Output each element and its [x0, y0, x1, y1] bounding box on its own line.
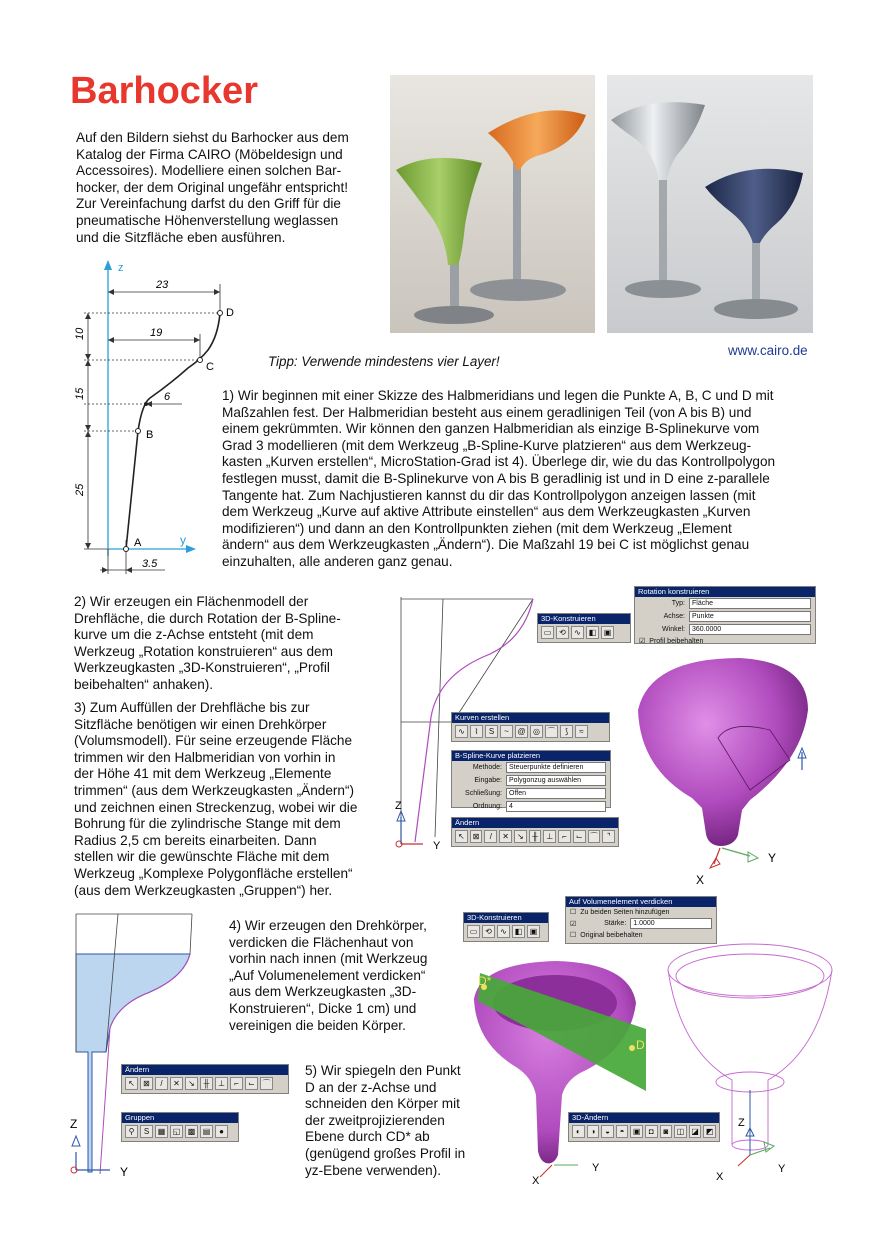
- thicken-icon[interactable]: ▣: [601, 626, 614, 639]
- extend-icon[interactable]: ↘: [514, 830, 527, 843]
- step2-text: [74, 594, 374, 694]
- boolean-diff-icon[interactable]: ◑: [587, 1125, 600, 1138]
- achse-label: Achse:: [663, 613, 685, 620]
- schliessung-select[interactable]: Offen: [506, 788, 606, 799]
- trim-icon[interactable]: ✕: [499, 830, 512, 843]
- sketch-y-label: y: [180, 533, 186, 547]
- step3-line: 3) Zum Auffüllen der Drehfläche bis zur: [74, 700, 310, 715]
- dim-3-5: 3.5: [142, 558, 158, 570]
- step4-text: [229, 918, 459, 1034]
- toolbar-title: Kurven erstellen: [452, 713, 609, 723]
- chamfer-icon[interactable]: ⌙: [245, 1077, 258, 1090]
- achse-select[interactable]: Punkte: [689, 611, 811, 622]
- axis-y-label: Y: [778, 1163, 786, 1175]
- shell-icon[interactable]: ◫: [674, 1125, 687, 1138]
- step5-line: yz-Ebene verwenden).: [305, 1162, 442, 1178]
- step2-line: beibehalten“ anhaken).: [74, 676, 214, 692]
- step2-line: Werkzeug „Rotation konstruieren“ aus dem: [74, 643, 333, 659]
- axis-y-label: Y: [120, 1165, 129, 1179]
- beide-seiten-label: Zu beiden Seiten hinzufügen: [580, 908, 670, 916]
- hatch-icon[interactable]: ▩: [185, 1125, 198, 1138]
- axis-x-label: X: [532, 1175, 540, 1185]
- intro-line: Accessoires). Modelliere einen solchen Bar-: [76, 163, 342, 179]
- step4-line: vorhin nach innen (mit Werkzeug: [229, 951, 428, 967]
- step1-line: einzuhalten, alle anderen ganz genau.: [222, 553, 453, 569]
- axis-y-label: Y: [768, 851, 777, 865]
- step1-line: Grad 3 modellieren (mit dem Werkzeug „B-Spline-Kurve platzieren“ aus dem Werkzeug-: [222, 437, 752, 453]
- cut-icon[interactable]: ◓: [616, 1125, 629, 1138]
- step1-line: ändern“ aus dem Werkzeugkasten „Ändern“). Die Maßzahl 19 bei C ist möglichst genau: [222, 537, 750, 553]
- step2-line: 2) Wir erzeugen ein Flächenmodell der: [74, 594, 309, 609]
- group-icon[interactable]: ⚲: [125, 1125, 138, 1138]
- step1-text: [222, 388, 822, 571]
- step4-line: 4) Wir erzeugen den Drehkörper,: [229, 918, 427, 933]
- intro-line: und die Sitzfläche eben ausführen.: [76, 229, 286, 245]
- step3-line: der Höhe 41 mit dem Werkzeug „Elemente: [74, 766, 332, 782]
- fillet-icon[interactable]: ⌐: [230, 1077, 243, 1090]
- intro-line: hocker, der dem Original ungefähr entspricht!: [76, 179, 349, 195]
- align-icon[interactable]: ◩: [703, 1125, 716, 1138]
- dim-15: 15: [74, 387, 86, 400]
- chamfer-edge-icon[interactable]: ◙: [660, 1125, 673, 1138]
- toolbar-3d-konstruieren-2[interactable]: [463, 912, 549, 942]
- solid-icon[interactable]: ◧: [512, 925, 525, 938]
- step3-line: und zeichnen einen Streckenzug, wobei wir die: [74, 799, 358, 815]
- step3-line: (Volumsmodell). Für seine erzeugende Fläche: [74, 733, 353, 749]
- toolbar-aendern-2[interactable]: [121, 1064, 289, 1094]
- step5-line: D an der z-Achse und: [305, 1079, 437, 1095]
- step1-line: einem gekrümmten. Wir können den ganzen Halbmeridian als einzige B-Splinekurve vom: [222, 421, 760, 437]
- split-icon[interactable]: ⊥: [543, 830, 556, 843]
- profil-checkbox[interactable]: ☑: [639, 638, 646, 645]
- corner-icon[interactable]: ⌝: [602, 830, 615, 843]
- step3-line: stellen wir die gewünschte Fläche mit dem: [74, 849, 330, 865]
- axis-z-label: Z: [738, 1117, 745, 1129]
- wireframe-model: [660, 940, 840, 1180]
- step5-line: (genügend großes Profil in: [305, 1145, 466, 1161]
- arc-icon[interactable]: ⌒: [260, 1077, 273, 1090]
- line-icon[interactable]: /: [484, 830, 497, 843]
- chain-icon[interactable]: S: [140, 1125, 153, 1138]
- point-d-label: D: [636, 1038, 645, 1052]
- chamfer-icon[interactable]: ⌙: [573, 830, 586, 843]
- point-C: C: [206, 361, 214, 373]
- step5-line: Ebene durch CD* ab: [305, 1129, 430, 1145]
- step1-line: dem Werkzeug „Kurve auf aktive Attribute einstellen“ aus dem Werkzeugkasten „Kurven: [222, 504, 751, 520]
- step3-text: [74, 700, 384, 899]
- page-title: Barhocker: [70, 70, 258, 112]
- toolbar-kurven-erstellen[interactable]: [451, 712, 610, 742]
- staerke-input[interactable]: 1.0000: [630, 918, 712, 929]
- methode-select[interactable]: Steuerpunkte definieren: [506, 762, 606, 773]
- photo-stools-green-orange: [390, 75, 595, 333]
- modify-icon[interactable]: ↖: [125, 1077, 138, 1090]
- methode-label: Methode:: [472, 764, 502, 771]
- extend-icon[interactable]: ↘: [185, 1077, 198, 1090]
- toolbar-title: Ändern: [122, 1065, 288, 1075]
- original-label: Original beibehalten: [580, 931, 643, 939]
- step3-line: Bohrung für die zylindrische Stange mit dem: [74, 816, 341, 832]
- intro-line: Zur Vereinfachung darfst du den Griff für die: [76, 196, 341, 212]
- winkel-input[interactable]: 360.0000: [689, 624, 811, 635]
- tip-text: Tipp: Verwende mindestens vier Layer!: [268, 354, 500, 369]
- eingabe-select[interactable]: Polygonzug auswählen: [506, 775, 606, 786]
- step5-text: [305, 1063, 495, 1179]
- funnel-solid-with-plane: [470, 955, 670, 1185]
- thicken-icon[interactable]: ▣: [527, 925, 540, 938]
- region-icon[interactable]: ◱: [170, 1125, 183, 1138]
- photo-silver-navy-image: [607, 75, 813, 333]
- dialog-rotation[interactable]: [634, 586, 816, 644]
- dialog-verdicken[interactable]: [565, 896, 717, 944]
- boolean-inter-icon[interactable]: ◒: [601, 1125, 614, 1138]
- axis-x-label: X: [696, 873, 705, 887]
- rotate-icon[interactable]: ⟲: [556, 626, 569, 639]
- toolbar-aendern[interactable]: [451, 817, 619, 847]
- dim-25: 25: [74, 483, 86, 496]
- eingabe-label: Eingabe:: [474, 777, 502, 784]
- step5-line: 5) Wir spiegeln den Punkt: [305, 1063, 461, 1078]
- line-icon[interactable]: /: [155, 1077, 168, 1090]
- dialog-title: B-Spline-Kurve platzieren: [452, 751, 610, 761]
- dialog-title: Rotation konstruieren: [635, 587, 815, 597]
- typ-label: Typ:: [671, 600, 685, 607]
- step3-line: trimmen“ (aus dem Werkzeugkasten „Ändern“): [74, 782, 355, 798]
- intro-line: Katalog der Firma CAIRO (Möbeldesign und: [76, 146, 343, 162]
- trim-multi-icon[interactable]: ╫: [529, 830, 542, 843]
- step4-line: vereinigen die beiden Körper.: [229, 1017, 406, 1033]
- cell-icon[interactable]: ●: [215, 1125, 228, 1138]
- scurve-icon[interactable]: S: [485, 725, 498, 738]
- toolbar-title: 3D-Konstruieren: [464, 913, 548, 923]
- delete-vertex-icon[interactable]: ⊠: [470, 830, 483, 843]
- funnel-solid-svg: [470, 955, 670, 1185]
- split-icon[interactable]: ⊥: [215, 1077, 228, 1090]
- axis-y-label: Y: [592, 1162, 600, 1174]
- toolbar-title: Gruppen: [122, 1113, 238, 1123]
- dialog-title: Auf Volumenelement verdicken: [566, 897, 716, 907]
- dialog-bspline[interactable]: [451, 750, 611, 808]
- step1-line: Tangente hat. Zum Nachjustieren kannst du dir das Kontrollpolygon anzeigen lassen (mit: [222, 487, 756, 503]
- fillet-icon[interactable]: ⌐: [558, 830, 571, 843]
- toolbar-title: 3D-Ändern: [569, 1113, 719, 1123]
- photo-green-orange-image: [390, 75, 595, 333]
- toolbar-title: Ändern: [452, 818, 618, 828]
- dim-19: 19: [150, 327, 163, 339]
- funnel-surface-svg: [630, 650, 830, 890]
- step1-line: kasten „Kurven erstellen“, MicroStation-Grad ist 4). Überlege dir, wie du das Kontrollpolygon: [222, 454, 776, 470]
- toolbar-3d-aendern[interactable]: [568, 1112, 720, 1142]
- wave-icon[interactable]: ~: [500, 725, 513, 738]
- sketch-z-label: z: [118, 262, 124, 274]
- staerke-label: Stärke:: [604, 920, 627, 927]
- step3-line: (aus dem Werkzeugkasten „Gruppen“) her.: [74, 882, 333, 898]
- solid-cut-icon[interactable]: ▣: [630, 1125, 643, 1138]
- spiral-icon[interactable]: ◎: [530, 725, 543, 738]
- curve-icon[interactable]: ⌇: [470, 725, 483, 738]
- point-B: B: [146, 429, 154, 441]
- cairo-link[interactable]: www.cairo.de: [728, 343, 808, 358]
- modify-icon[interactable]: ↖: [455, 830, 468, 843]
- pattern-icon[interactable]: ▤: [200, 1125, 213, 1138]
- intro-text: [76, 130, 376, 246]
- step1-line: modifizieren“) und dann an den Kontrollpunkten ziehen (mit dem Werkzeug „Element: [222, 520, 732, 536]
- solid-icon[interactable]: ◧: [586, 626, 599, 639]
- step3-line: Radius 2,5 cm bereits einarbeiten. Dann: [74, 832, 317, 848]
- ordnung-input[interactable]: 4: [506, 801, 606, 812]
- blend-icon[interactable]: ⟆: [560, 725, 573, 738]
- step4-line: aus dem Werkzeugkasten „3D-: [229, 984, 417, 1000]
- interp-icon[interactable]: ≈: [575, 725, 588, 738]
- helix-icon[interactable]: @: [515, 725, 528, 738]
- dim-23: 23: [156, 279, 169, 291]
- beide-seiten-checkbox[interactable]: ☐: [570, 909, 577, 916]
- wireframe-svg: [660, 940, 840, 1180]
- step5-line: der zweitprojizierenden: [305, 1112, 445, 1128]
- step4-line: verdicken die Flächenhaut von: [229, 934, 414, 950]
- step3-line: trimmen wir den Halbmeridian von vorhin in: [74, 749, 336, 765]
- step3-line: Sitzfläche benötigen wir einen Drehkörper: [74, 716, 327, 732]
- sweep-icon[interactable]: ∿: [571, 626, 584, 639]
- step1-line: Maßzahlen fest. Der Halbmeridian besteht aus einem geradlinigen Teil (von A bis B) und: [222, 404, 752, 420]
- axis-z-label: Z: [395, 800, 402, 812]
- step2-line: Drehfläche, die durch Rotation der B-Spline-: [74, 610, 341, 626]
- step1-line: 1) Wir beginnen mit einer Skizze des Halbmeridians und legen die Punkte A, B, C und D mit: [222, 388, 774, 403]
- dim-6: 6: [164, 391, 171, 403]
- sweep-icon[interactable]: ∿: [497, 925, 510, 938]
- step1-line: festlegen musst, damit die B-Splinekurve von A bis B geradlinig ist und in D eine z-parallele: [222, 470, 770, 486]
- delete-vertex-icon[interactable]: ⊠: [140, 1077, 153, 1090]
- step2-line: kurve um die z-Achse entsteht (mit dem: [74, 627, 314, 643]
- winkel-label: Winkel:: [662, 626, 685, 633]
- dim-10: 10: [74, 327, 86, 340]
- step4-line: Konstruieren“, Dicke 1 cm) und: [229, 1000, 417, 1016]
- arc-icon[interactable]: ⌒: [588, 830, 601, 843]
- point-A: A: [134, 537, 142, 549]
- original-checkbox[interactable]: ☐: [570, 932, 577, 939]
- toolbar-gruppen[interactable]: [121, 1112, 239, 1142]
- axis-y-label: Y: [433, 840, 441, 852]
- trim-multi-icon[interactable]: ╫: [200, 1077, 213, 1090]
- toolbar-title: 3D-Konstruieren: [538, 614, 630, 624]
- step3-line: Werkzeug „Komplexe Polygonfläche erstellen“: [74, 865, 353, 881]
- schliessung-label: Schließung:: [465, 790, 502, 797]
- conic-icon[interactable]: ⌒: [545, 725, 558, 738]
- typ-select[interactable]: Fläche: [689, 598, 811, 609]
- step4-line: „Auf Volumenelement verdicken“: [229, 967, 426, 983]
- point-D: D: [226, 307, 234, 319]
- funnel-surface-model: [630, 650, 830, 890]
- fillet-edge-icon[interactable]: ◘: [645, 1125, 658, 1138]
- intro-line: pneumatische Höhenverstellung weglassen: [76, 212, 339, 228]
- axis-x-label: X: [716, 1171, 724, 1180]
- step5-line: schneiden den Körper mit: [305, 1096, 460, 1112]
- staerke-checkbox[interactable]: ☑: [570, 920, 577, 928]
- extrude-icon[interactable]: ▭: [541, 626, 554, 639]
- extrude-icon[interactable]: ▭: [467, 925, 480, 938]
- complex-shape-icon[interactable]: ▦: [155, 1125, 168, 1138]
- ordnung-label: Ordnung:: [472, 803, 502, 810]
- spline-icon[interactable]: ∿: [455, 725, 468, 738]
- toolbar-3d-konstruieren[interactable]: [537, 613, 631, 643]
- slice-icon[interactable]: ◪: [689, 1125, 702, 1138]
- profil-label: Profil beibehalten: [649, 637, 704, 645]
- photo-stools-silver-navy: [607, 75, 813, 333]
- boolean-union-icon[interactable]: ◐: [572, 1125, 585, 1138]
- intro-line: Auf den Bildern siehst du Barhocker aus dem: [76, 130, 349, 145]
- trim-icon[interactable]: ✕: [170, 1077, 183, 1090]
- step2-line: Werkzeugkasten „3D-Konstruieren“, „Profil: [74, 660, 330, 676]
- rotate-icon[interactable]: ⟲: [482, 925, 495, 938]
- point-dstar-label: D*: [478, 974, 492, 988]
- axis-z-label: Z: [70, 1117, 78, 1131]
